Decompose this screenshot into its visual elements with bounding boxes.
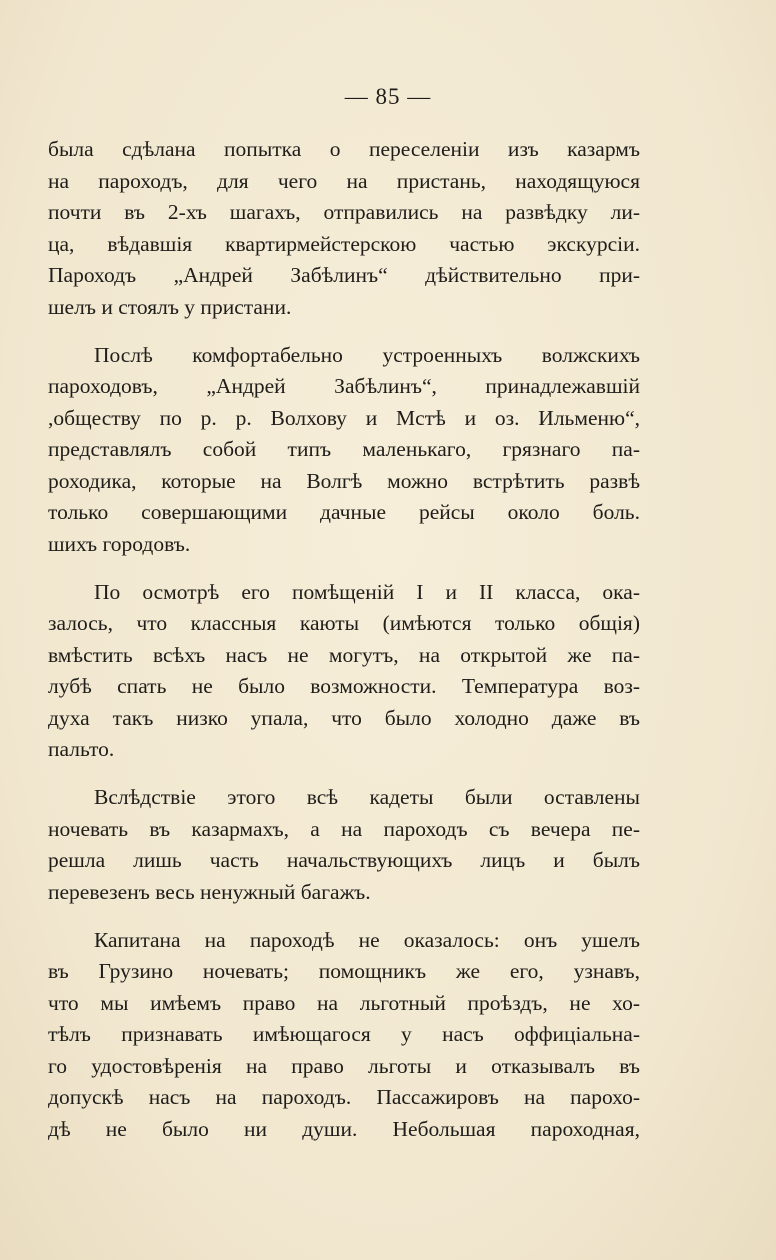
text-line: лубѣ спать не было возможности. Температура воз- [48,674,640,698]
text-line: залось, что классныя каюты (имѣются только общiя) [48,611,640,635]
text-line: решла лишь часть начальствующихъ лицъ и былъ [48,848,640,872]
text-line: перевезенъ весь ненужный багажъ. [48,879,371,904]
text-line: вмѣстить всѣхъ насъ не могутъ, на открытой же па- [48,642,640,667]
text-line: пароходовъ, „Андрей Забѣлинъ“, принадлежавшiй [48,374,640,398]
paragraph [48,925,640,1146]
text-line: го удостовѣренiя на право льготы и отказывалъ въ [48,1053,640,1078]
text-line: роходика, которые на Волгѣ можно встрѣтить развѣ [48,468,640,493]
paragraph [48,340,640,561]
text-line: почти въ 2-хъ шагахъ, отправились на развѣдку ли- [48,200,640,224]
text-line: представлялъ собой типъ маленькаго, грязнаго па- [48,437,640,461]
text-line: дѣ не было ни души. Небольшая пароходная, [48,1116,640,1141]
text-line: пальто. [48,737,115,761]
text-line: шелъ и стоялъ у пристани. [48,294,292,319]
text-line: шихъ городовъ. [48,531,191,556]
text-line: въ Грузино ночевать; помощникъ же его, узнавъ, [48,959,640,983]
text-line: Капитана на пароходѣ не оказалось: онъ ушелъ [94,927,640,952]
text-line: ночевать въ казармахъ, а на пароходъ съ вечера пе- [48,816,640,841]
text-line: на пароходъ, для чего на пристань, находящуюся [48,168,640,193]
text-line: что мы имѣемъ право на льготный проѣздъ, не хо- [48,990,640,1015]
paragraph [48,782,640,908]
text-line: Вслѣдствiе этого всѣ кадеты были оставлены [94,785,640,809]
body-text [48,134,640,1162]
text-line: Пароходъ „Андрей Забѣлинъ“ дѣйствительно при- [48,263,640,287]
text-line: тѣлъ признавать имѣющагося у насъ оффицiальна- [48,1022,640,1046]
page-number: — 85 — [344,84,432,109]
text-line: была сдѣлана попытка о переселенiи изъ казармъ [48,137,640,161]
text-line: ,обществу по р. р. Волхову и Мстѣ и оз. Ильменю“, [48,405,640,430]
text-line: духа такъ низко упала, что было холодно даже въ [48,705,640,730]
text-line: Послѣ комфортабельно устроенныхъ волжскихъ [94,342,640,367]
paragraph [48,577,640,766]
text-line: ца, вѣдавшiя квартирмейстерскою частью экскурсiи. [48,231,640,256]
text-line: только совершающими дачные рейсы около боль. [48,500,640,524]
paragraph [48,134,640,323]
text-line: допускѣ насъ на пароходъ. Пассажировъ на парохо- [48,1085,640,1109]
text-line: По осмотрѣ его помѣщенiй I и II класса, ока- [94,579,640,604]
